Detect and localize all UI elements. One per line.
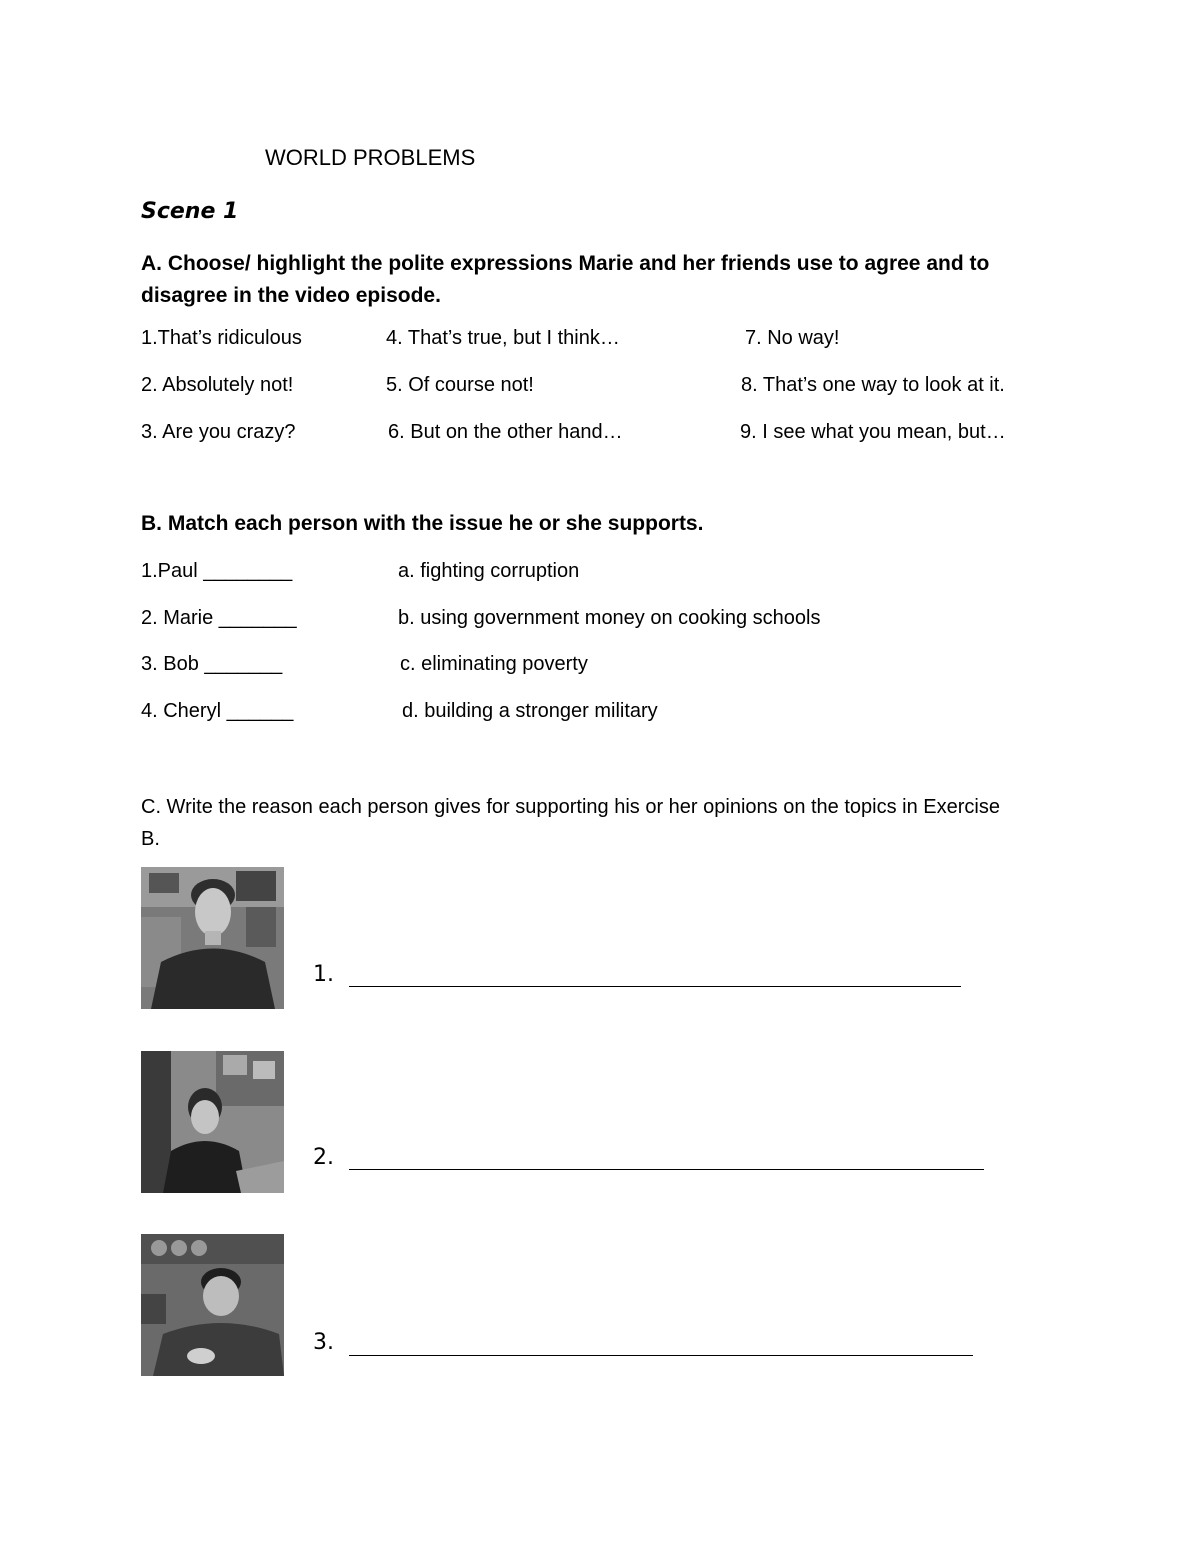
match-person[interactable]: 1.Paul ________ [141, 560, 293, 582]
expression-option[interactable]: 1.That’s ridiculous [141, 327, 302, 349]
answer-line-3[interactable] [349, 1355, 973, 1356]
match-person[interactable]: 4. Cheryl ______ [141, 700, 294, 722]
section-b-heading: B. Match each person with the issue he or she supports. [141, 512, 704, 535]
person-photo-2 [141, 1051, 284, 1193]
expression-option[interactable]: 8. That’s one way to look at it. [741, 374, 1005, 396]
person-photo-3-image [141, 1234, 284, 1376]
expression-option[interactable]: 7. No way! [745, 327, 840, 349]
person-photo-1-image [141, 867, 284, 1009]
expression-option[interactable]: 3. Are you crazy? [141, 421, 296, 443]
match-issue: c. eliminating poverty [400, 653, 588, 675]
answer-line-1[interactable] [349, 986, 961, 987]
match-issue: a. fighting corruption [398, 560, 580, 582]
person-photo-2-image [141, 1051, 284, 1193]
section-c-heading: C. Write the reason each person gives for supporting his or her opinions on the topics in Exercise B. [141, 796, 1000, 850]
match-person[interactable]: 3. Bob _______ [141, 653, 283, 675]
expression-option[interactable]: 2. Absolutely not! [141, 374, 294, 396]
scene-heading: Scene 1 [141, 199, 239, 224]
person-photo-3 [141, 1234, 284, 1376]
expression-option[interactable]: 6. But on the other hand… [388, 421, 623, 443]
expression-option[interactable]: 4. That’s true, but I think… [386, 327, 620, 349]
match-issue: b. using government money on cooking schools [398, 607, 821, 629]
answer-number-3: 3. [313, 1330, 334, 1355]
section-a-heading: A. Choose/ highlight the polite expressions Marie and her friends use to agree and to disagree in the video episode. [141, 252, 990, 307]
answer-number-1: 1. [313, 962, 334, 987]
expression-option[interactable]: 9. I see what you mean, but… [740, 421, 1006, 443]
person-photo-1 [141, 867, 284, 1009]
answer-line-2[interactable] [349, 1169, 984, 1170]
expression-option[interactable]: 5. Of course not! [386, 374, 534, 396]
answer-number-2: 2. [313, 1145, 334, 1170]
match-person[interactable]: 2. Marie _______ [141, 607, 297, 629]
match-issue: d. building a stronger military [402, 700, 658, 722]
page-title: WORLD PROBLEMS [265, 145, 476, 170]
